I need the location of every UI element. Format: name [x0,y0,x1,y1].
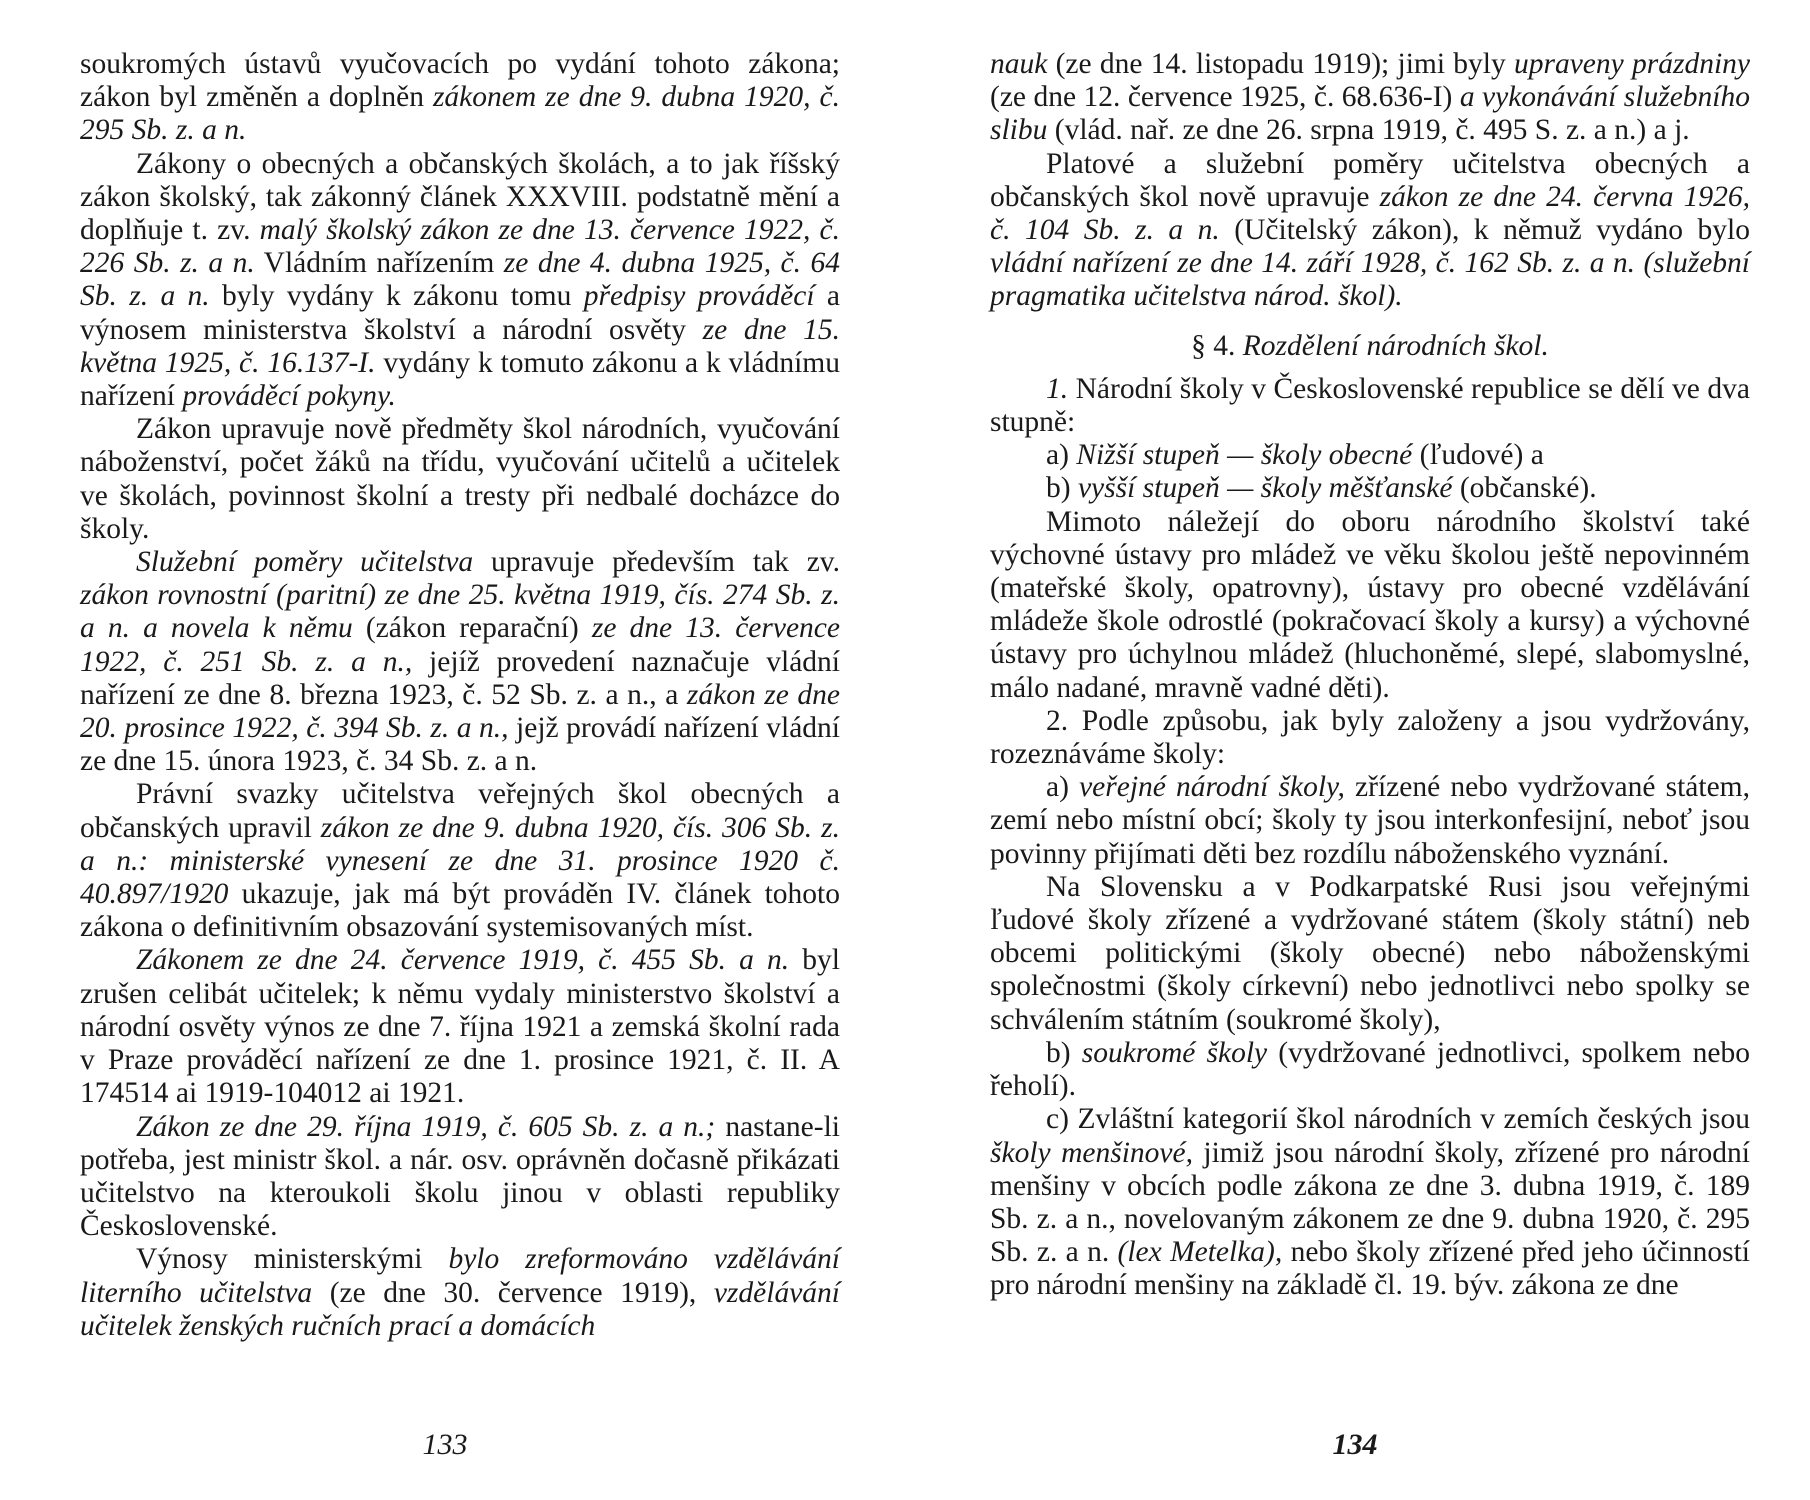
paragraph [80,148,840,414]
text-run: (ze dne 12. července 1925, č. 68.636-I) [990,81,1460,114]
text-run: (Učitelský zákon), k němuž vydáno bylo [1219,214,1750,247]
text-run: jejíž provedení naznačuje vládní nařízení ze dne 8. března 1923, č. 52 Sb. z. a n., a [80,645,840,711]
paragraph [80,778,840,944]
text-run: Mimoto náležejí do oboru národního školství také výchovné ústavy pro mládež ve věku školou ještě nepovinném (mateřské školy, opatrovny), ústavy pro obecné vzdělávání mládeže škole odrostlé (pokračovací školy a kursy) a výchovné ústavy pro úchylnou mládež (hluchoněmé, slepé, slabomyslné, málo nadané, mravně vadné děti). [990,505,1750,704]
paragraph [990,871,1750,1037]
italic-text: ze dne 13. července 1922, č. 251 Sb. z. a n., [80,612,840,678]
text-run: Právní svazky učitelstva veřejných škol obecných a občanských upravil [80,778,840,844]
paragraph [80,1243,840,1343]
text-run: 2. Podle způsobu, jak byly založeny a jsou vydržovány, rozeznáváme školy: [990,704,1750,771]
section-title: Rozdělení národních škol. [1242,329,1549,362]
text-run: vydány k tomuto zákonu a k vládnímu nařízení [80,346,840,413]
text-run: Platové a služební poměry učitelstva obecných a občanských škol nově upravuje [990,147,1750,213]
text-run: jimiž jsou národní školy, zřízené pro národní menšiny v obcích podle zákona ze dne 3. dubna 1919, č. 189 Sb. z. a n., novelovaným zákonem ze dne 9. dubna 1920, č. 295 Sb. z. a n. [990,1136,1750,1269]
italic-text: Nižší stupeň — školy obecné [1076,439,1413,472]
text-run: (ze dne 14. listopadu 1919); jimi byly [1047,48,1514,80]
text-run: ukazuje, jak má být prováděn IV. článek tohoto zákona o definitivním obsazování systemisovaných míst. [80,878,840,944]
right-page-body-bottom [990,373,1750,1303]
text-run: Výnosy ministerskými [136,1243,449,1276]
text-run: (vlád. nař. ze dne 26. srpna 1919, č. 495 S. z. a n.) a j. [1047,114,1690,147]
italic-text: zákon ze dne 24. června 1926, č. 104 Sb. z. a n. [990,180,1750,247]
text-run: Zákon upravuje nově předměty škol národních, vyučování náboženství, počet žáků na třídu, vyučování učitelů a učitelek ve školách, povinnost školní a tresty při nedbalé docházce do školy. [80,413,840,545]
italic-text: Zákonem ze dne 24. července 1919, č. 455 Sb. a n. [136,944,790,977]
section-number: § 4. [1191,329,1236,362]
paragraph [990,1037,1750,1103]
italic-text: školy menšinové, [990,1136,1193,1169]
paragraph [80,944,840,1110]
right-page-body-top [990,48,1750,314]
text-run: (zákon reparační) [352,612,592,645]
paragraph [80,48,840,148]
italic-text: Zákon ze dne 29. října 1919, č. 605 Sb. z. a n.; [136,1110,716,1143]
text-run: a) [1046,439,1077,472]
text-run: b) [1046,472,1078,505]
italic-text: zákon ze dne 20. prosince 1922, č. 394 Sb. z. a n., [80,678,840,745]
text-run: nastane-li potřeba, jest ministr škol. a nár. osv. oprávněn dočasně přikázati učitelstvo na kteroukoli školu jinou v oblasti republiky Československé. [80,1110,840,1243]
text-run: byly vydány k zákonu tomu [209,280,584,313]
left-page [80,48,840,1343]
page-number-left: 133 [422,1428,468,1461]
paragraph [990,472,1750,505]
text-run: zřízené nebo vydržované státem, zemí nebo místní obcí; školy ty jsou interkonfesijní, neboť jsou povinny přijímati děti bez rozdílu náboženského vyznání. [990,771,1750,870]
text-run: upravuje především tak zv. [473,546,841,579]
right-page [990,48,1750,1303]
italic-text: předpisy prováděcí [583,280,815,313]
paragraph [990,771,1750,871]
paragraph [990,148,1750,314]
text-run: Národní školy v Československé republice se dělí ve dva stupně: [990,372,1750,439]
italic-text: upraveny prázdniny [1513,48,1750,80]
italic-text: a vykonávání služebního slibu [990,81,1750,147]
section-heading [990,330,1750,363]
left-page-body [80,48,840,1343]
italic-text: prováděcí pokyny. [182,380,396,413]
italic-text: nauk [990,48,1048,80]
text-run: Zákony o obecných a občanských školách, a to jak říšský zákon školský, tak zákonný článek XXXVIII. podstatně mění a doplňuje t. zv. [80,147,840,247]
text-run: (občanské). [1452,472,1597,505]
italic-text: vládní nařízení ze dne 14. září 1928, č. 162 Sb. z. a n. (služební pragmatika učitelstva národ. škol). [990,247,1750,313]
italic-text: veřejné národní školy, [1079,771,1345,804]
text-run: (ze dne 30. července 1919), [312,1276,714,1309]
italic-text: vyšší stupeň — školy měšťanské [1077,472,1453,505]
italic-text: zákonem ze dne 9. dubna 1920, č. 295 Sb. z. a n. [80,81,841,147]
italic-text: Služební poměry učitelstva [136,546,474,579]
page-number-right: 134 [1332,1428,1378,1461]
italic-text: 1. [1046,372,1069,405]
text-run: Na Slovensku a v Podkarpatské Rusi jsou veřejnými ľudové školy zřízené a vydržované státem (školy státní) neb obcemi politickými (školy obecné) nebo náboženskými společnostmi (školy církevní) nebo jednotlivci nebo spolky se schválením státním (soukromé školy), [990,870,1750,1036]
italic-text: zákon ze dne 9. dubna 1920, čís. 306 Sb. z. a n.: ministerské vynesení ze dne 31. prosince 1920 č. 40.897/1920 [80,811,840,911]
text-run: byl zrušen celibát učitelek; k němu vydaly ministerstvo školství a národní osvěty výnos ze dne 7. října 1921 a zemská školní rada v Praze prováděcí nařízení ze dne 1. prosince 1921, č. II. A 174514 ai 1919-104012 ai 1921. [80,944,841,1110]
text-run: c) Zvláštní kategorií škol národních v zemích českých jsou [1046,1103,1750,1136]
italic-text: vzdělávání učitelek ženských ručních prací a domácích [80,1276,840,1342]
italic-text: ze dne 15. května 1925, č. 16.137-I. [80,313,840,379]
italic-text: zákon rovnostní (paritní) ze dne 25. května 1919, čís. 274 Sb. z. a n. a novela k němu [80,579,840,645]
paragraph [990,48,1750,148]
paragraph [990,506,1750,705]
text-run: nebo školy zřízené před jeho účinností pro národní menšiny na základě čl. 19. býv. zákona ze dne [990,1236,1750,1302]
italic-text: soukromé školy [1081,1036,1268,1069]
paragraph [80,1111,840,1244]
italic-text: malý školský zákon ze dne 13. července 1922, č. 226 Sb. z. a n. [80,214,841,280]
paragraph [990,1103,1750,1302]
text-run: Vládním nařízením [254,247,504,280]
italic-text: ze dne 4. dubna 1925, č. 64 Sb. z. a n. [80,247,840,313]
text-run: a výnosem ministerstva školství a národní osvěty [80,280,840,346]
text-run: soukromých ústavů vyučovacích po vydání tohoto zákona; zákon byl změněn a doplněn [80,48,840,114]
text-run: a) [1046,771,1080,804]
text-run: jejž provádí nařízení vládní ze dne 15. února 1923, č. 34 Sb. z. a n. [80,712,840,778]
italic-text: bylo zreformováno vzdělávání literního učitelstva [80,1243,840,1309]
paragraph [990,373,1750,439]
paragraph [990,705,1750,771]
paragraph [80,413,840,546]
text-run: (vydržované jednotlivci, spolkem nebo řeholí). [990,1036,1750,1103]
italic-text: (lex Metelka), [1117,1236,1283,1269]
paragraph [990,439,1750,472]
paragraph [80,546,840,778]
text-run: (ľudové) a [1412,439,1544,472]
text-run: b) [1046,1036,1082,1069]
